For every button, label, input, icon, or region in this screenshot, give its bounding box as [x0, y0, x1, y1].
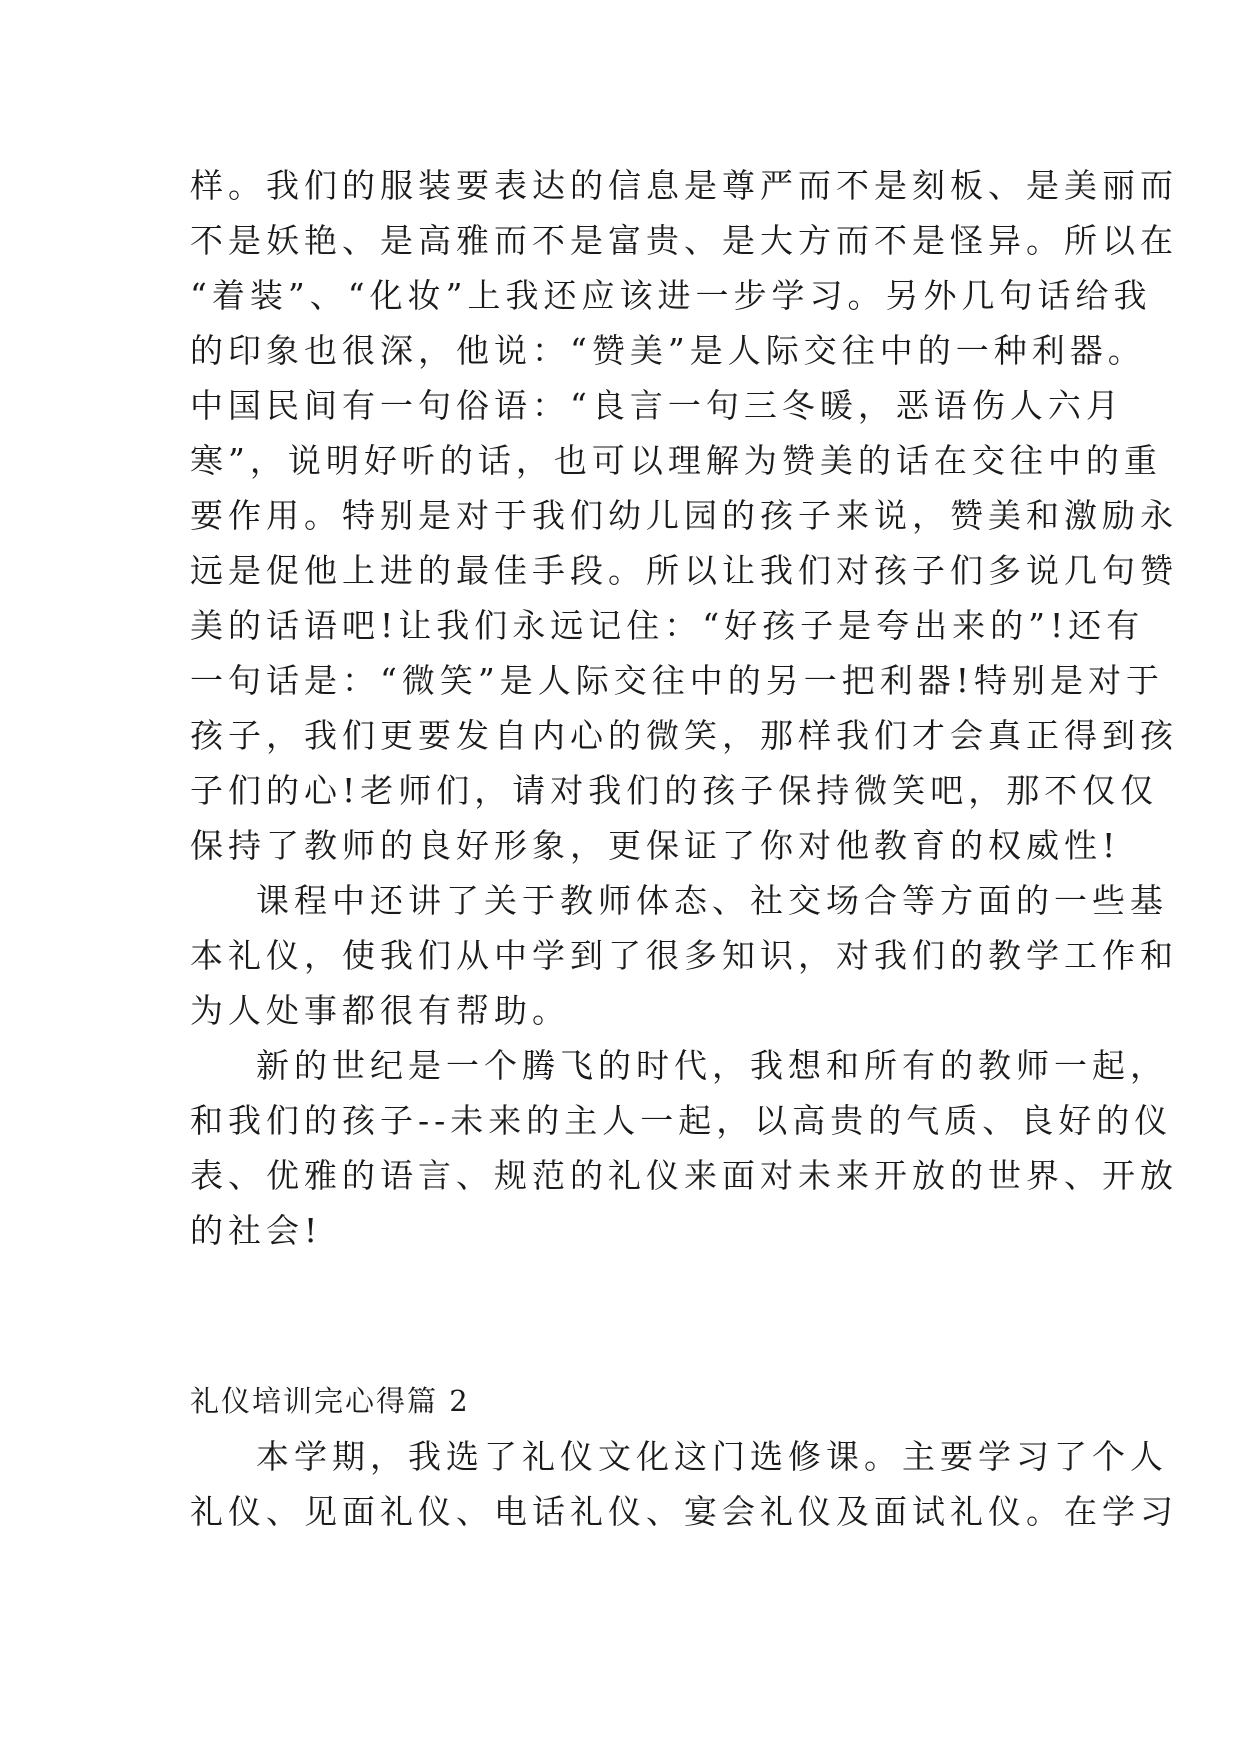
text-line: 美的话语吧!让我们永远记住：“好孩子是夸出来的”!还有: [190, 606, 1145, 645]
text-line: 中国民间有一句俗语：“良言一句三冬暖，恶语伤人六月: [190, 386, 1124, 425]
document-body: [190, 158, 1178, 1258]
text-line: 一句话是：“微笑”是人际交往中的另一把利器!特别是对于: [190, 661, 1165, 700]
text-line: 要作用。特别是对于我们幼儿园的孩子来说，赞美和激励永: [190, 496, 1178, 535]
paragraph-start-line: 本学期，我选了礼仪文化这门选修课。主要学习了个人: [256, 1437, 1168, 1476]
text-line: 子们的心!老师们，请对我们的孩子保持微笑吧，那不仅仅: [190, 771, 1159, 810]
text-line: 和我们的孩子--未来的主人一起，以高贵的气质、良好的仪: [190, 1101, 1173, 1140]
text-line: 样。我们的服装要表达的信息是尊严而不是刻板、是美丽而: [190, 166, 1178, 205]
section-2: [190, 1374, 1178, 1539]
text-line: 的印象也很深，他说：“赞美”是人际交往中的一种利器。: [190, 331, 1146, 370]
text-line: 的社会!: [190, 1211, 323, 1250]
text-line: 远是促他上进的最佳手段。所以让我们对孩子们多说几句赞: [190, 551, 1178, 590]
text-line: 不是妖艳、是高雅而不是富贵、是大方而不是怪异。所以在: [190, 221, 1178, 260]
text-line: 寒”，说明好听的话，也可以理解为赞美的话在交往中的重: [190, 441, 1162, 480]
text-line: 为人处事都很有帮助。: [190, 991, 570, 1030]
text-line: 孩子，我们更要发自内心的微笑，那样我们才会真正得到孩: [190, 716, 1178, 755]
paragraph-start-line: 新的世纪是一个腾飞的时代，我想和所有的教师一起，: [256, 1046, 1168, 1085]
text-line: 礼仪、见面礼仪、电话礼仪、宴会礼仪及面试礼仪。在学习: [190, 1492, 1178, 1531]
paragraph-start-line: 课程中还讲了关于教师体态、社交场合等方面的一些基: [256, 881, 1168, 920]
section-heading: 礼仪培训完心得篇 2: [190, 1384, 470, 1418]
text-line: “着装”、“化妆”上我还应该进一步学习。另外几句话给我: [190, 276, 1152, 315]
text-line: 保持了教师的良好形象，更保证了你对他教育的权威性!: [190, 826, 1121, 865]
text-line: 本礼仪，使我们从中学到了很多知识，对我们的教学工作和: [190, 936, 1178, 975]
text-line: 表、优雅的语言、规范的礼仪来面对未来开放的世界、开放: [190, 1156, 1178, 1195]
